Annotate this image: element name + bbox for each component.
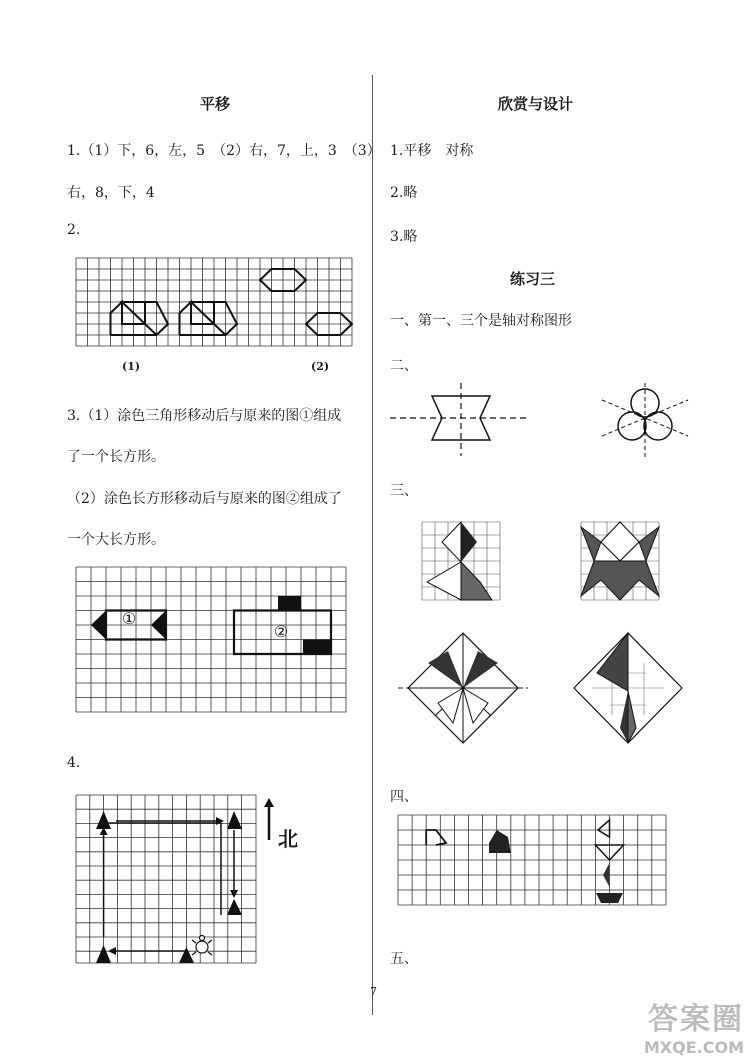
- boat-shape: [111, 302, 238, 335]
- column-divider: [372, 75, 373, 1015]
- q3-grid-figure: [76, 567, 348, 713]
- q3-line4: 一个大长方形。: [67, 532, 165, 548]
- north-arrow-icon: [264, 798, 274, 840]
- q2-label-2: (2): [311, 360, 330, 373]
- answer-2: 2.略: [390, 185, 418, 201]
- symmetry-figure-1: [390, 378, 530, 458]
- left-title: 平移: [200, 95, 231, 113]
- part-4: 四、: [390, 789, 418, 805]
- triangle-right: [151, 611, 166, 640]
- q2-grid-figure: [76, 258, 356, 355]
- path-arrows: [104, 821, 234, 951]
- section-title: 练习三: [510, 270, 556, 288]
- tangram-grid-2: [581, 522, 663, 604]
- turtle-icon: [192, 936, 212, 956]
- watermark-logo: 答案圈: [648, 1002, 744, 1037]
- part-3: 三、: [390, 483, 418, 499]
- q3-line1: 3.（1）涂色三角形移动后与原来的图①组成: [67, 408, 342, 424]
- part-2: 二、: [390, 358, 418, 374]
- answer-3: 3.略: [390, 229, 418, 245]
- q4-number: 4.: [67, 755, 81, 771]
- q3-line2: 了一个长方形。: [67, 449, 165, 465]
- right-title: 欣赏与设计: [498, 95, 574, 113]
- q1-line1: 1.（1）下，6，左，5 （2）右，7，上，3 （3）: [67, 143, 381, 159]
- watermark-url: MXQE.COM: [643, 1038, 744, 1057]
- answer-1: 1.平移 对称: [390, 143, 474, 159]
- q3-line3: （2）涂色长方形移动后与原来的图②组成了: [67, 491, 342, 507]
- q3-mark-1: ①: [122, 609, 137, 628]
- q2-number: 2.: [67, 222, 81, 238]
- q2-label-1: (1): [122, 360, 141, 373]
- triangle-left: [91, 611, 106, 640]
- part-1: 一、第一、三个是轴对称图形: [390, 313, 572, 329]
- shaded-rect-bottom: [303, 640, 331, 655]
- page-number: 7: [370, 985, 377, 998]
- q3-mark-2: ②: [274, 622, 289, 641]
- watermark: [644, 994, 744, 1057]
- q1-line2: 右，8，下，4: [67, 185, 155, 201]
- flag-markers: [96, 811, 242, 963]
- north-label: 北: [278, 827, 298, 851]
- q4-grid-figure: [76, 795, 306, 965]
- symmetry-figure-2: [600, 378, 690, 463]
- part-4-grid-figure: [398, 815, 668, 910]
- part-5: 五、: [390, 951, 418, 967]
- star-figure-2: [572, 633, 684, 745]
- shaded-rect-top: [278, 596, 301, 611]
- tangram-grid-1: [422, 522, 502, 604]
- star-figure-1: [398, 633, 528, 745]
